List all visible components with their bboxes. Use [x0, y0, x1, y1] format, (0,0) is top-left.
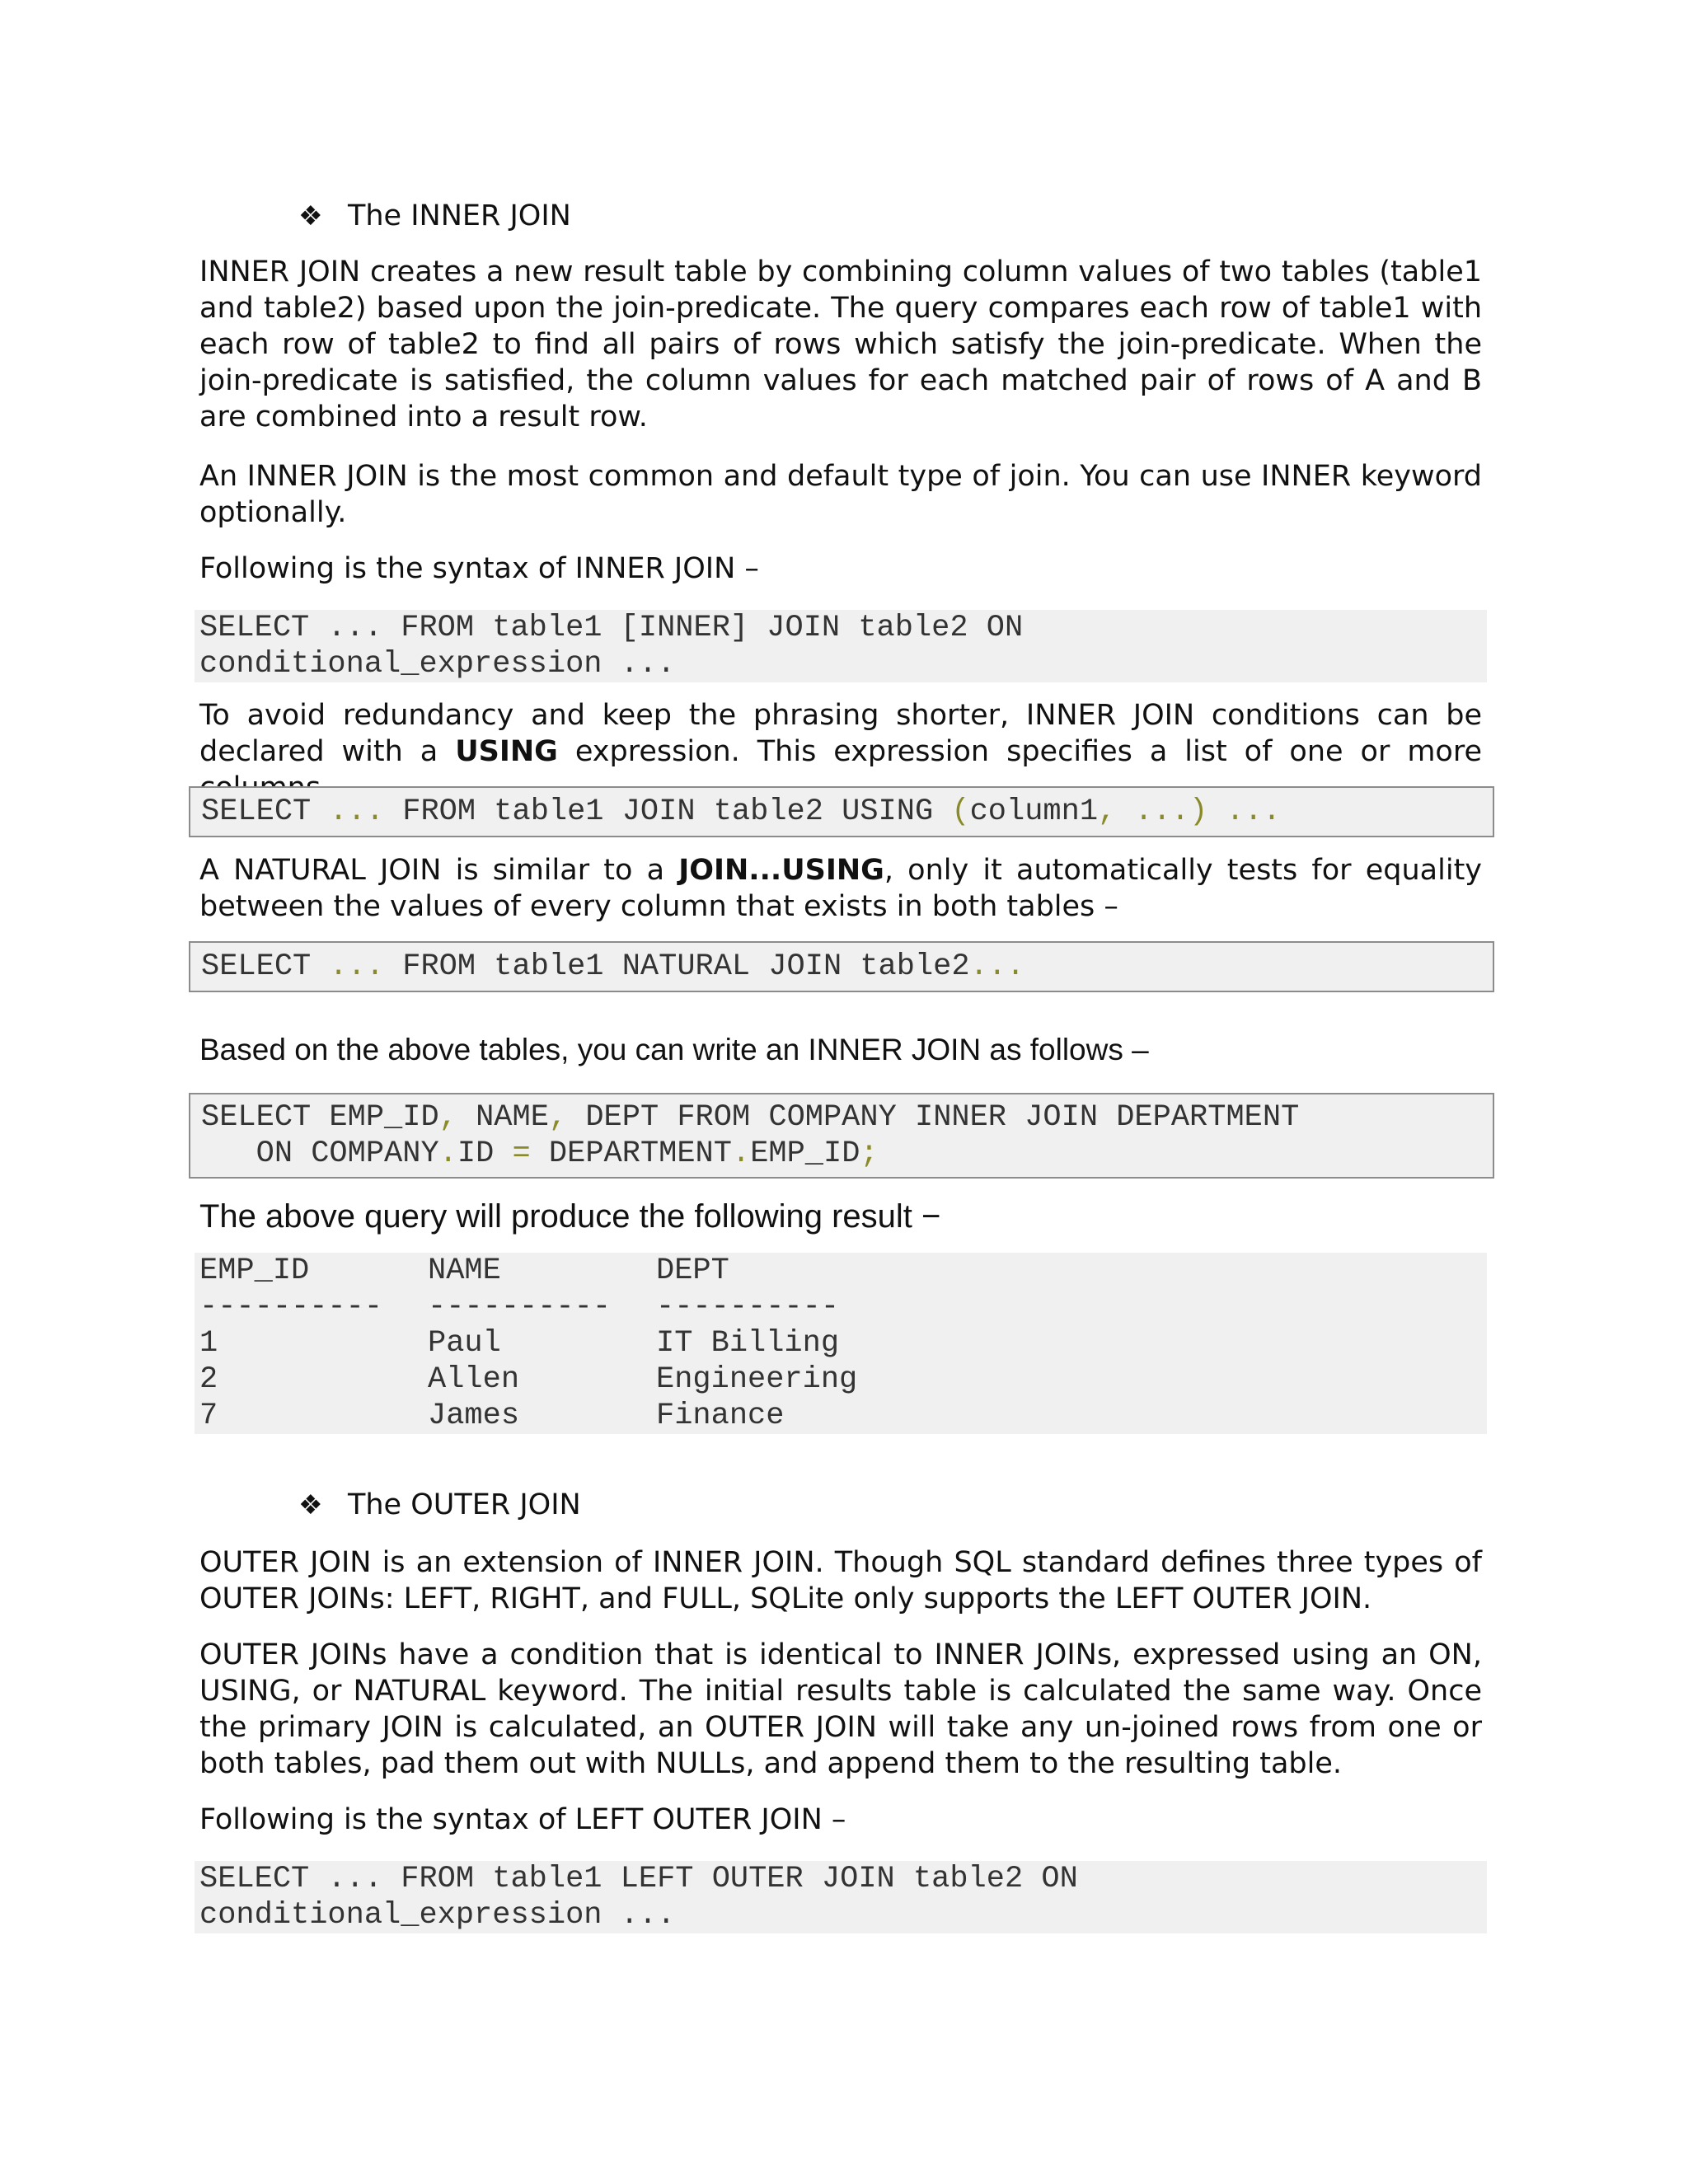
- code-token: EMP_ID: [750, 1137, 860, 1171]
- code-token: ,: [438, 1100, 457, 1135]
- inner-join-paragraph-2: An INNER JOIN is the most common and default type of join. You can use INNER keyword optionally.: [199, 460, 1482, 529]
- using-syntax-code: [189, 786, 1494, 837]
- inner-join-syntax-intro: Following is the syntax of INNER JOIN –: [199, 552, 759, 585]
- table-cell: 1: [199, 1326, 218, 1361]
- code-line: conditional_expression ...: [199, 647, 676, 682]
- code-token: FROM table1 JOIN table2 USING: [384, 794, 952, 829]
- code-line: conditional_expression ...: [199, 1898, 676, 1933]
- separator-cell: ----------: [428, 1290, 612, 1324]
- inner-join-paragraph-1: INNER JOIN creates a new result table by combining column values of two tables (table1 and table2) based upon the join-predicate. The query compares each row of table1 with each row of table2 to find all pairs of rows which satisfy the join-predicate. When the join-predicate is satisfied, the column values for each matched pair of rows of A and B are combined into a result row.: [199, 255, 1482, 434]
- diamond-bullet-icon: ❖: [298, 1488, 323, 1521]
- inner-join-heading-text: The INNER JOIN: [348, 199, 571, 232]
- table-cell: James: [428, 1399, 520, 1433]
- text-span: A NATURAL JOIN is similar to a: [199, 854, 679, 887]
- code-token: ;: [860, 1137, 879, 1171]
- header-cell: NAME: [428, 1254, 501, 1288]
- table-cell: 2: [199, 1362, 218, 1397]
- text-span: expression. This expression specifies a list of one or more: [574, 735, 1482, 768]
- table-row: [195, 1325, 1487, 1361]
- code-token: ,: [548, 1100, 568, 1135]
- outer-join-syntax-intro: Following is the syntax of LEFT OUTER JOIN –: [199, 1803, 846, 1836]
- text-span: To avoid redundancy and keep the phrasing shorter, INNER JOIN conditions can be declared with a: [199, 699, 1482, 768]
- separator-cell: ----------: [656, 1290, 840, 1324]
- code-token: ID: [457, 1137, 513, 1171]
- table-cell: Paul: [428, 1326, 501, 1361]
- outer-join-heading: [298, 1487, 581, 1523]
- table-cell: 7: [199, 1399, 218, 1433]
- separator-cell: ----------: [199, 1290, 383, 1324]
- join-using-keyword: JOIN...USING: [678, 854, 884, 887]
- natural-join-paragraph: [199, 852, 1482, 925]
- code-token: NAME: [457, 1100, 549, 1135]
- code-token: ...: [329, 949, 385, 984]
- code-token: DEPARTMENT: [530, 1137, 732, 1171]
- using-keyword: USING: [455, 735, 558, 768]
- result-intro: The above query will produce the following result −: [199, 1198, 941, 1235]
- code-line: SELECT ... FROM table1 [INNER] JOIN table2 ON: [199, 611, 1024, 645]
- inner-join-heading: [298, 198, 571, 234]
- code-token: SELECT: [201, 794, 330, 829]
- code-token: ...: [969, 949, 1025, 984]
- code-token: SELECT EMP_ID: [201, 1100, 439, 1135]
- code-line: SELECT ... FROM table1 LEFT OUTER JOIN table2 ON: [199, 1862, 1078, 1896]
- code-token: column1: [969, 794, 1099, 829]
- code-token: FROM table1 NATURAL JOIN table2: [384, 949, 970, 984]
- code-token: .: [438, 1137, 457, 1171]
- table-cell: Engineering: [656, 1362, 858, 1397]
- result-header-row: [195, 1253, 1487, 1289]
- text-span: , only it automatically tests for equality between the values of every column that exists in both tables –: [199, 854, 1483, 923]
- inner-join-example-intro: Based on the above tables, you can write an INNER JOIN as follows –: [199, 1033, 1149, 1066]
- header-cell: DEPT: [656, 1254, 729, 1288]
- code-token: DEPT FROM COMPANY INNER JOIN DEPARTMENT: [567, 1100, 1300, 1135]
- outer-join-heading-text: The OUTER JOIN: [348, 1488, 581, 1521]
- result-separator-row: [195, 1289, 1487, 1325]
- header-cell: EMP_ID: [199, 1254, 310, 1288]
- code-token: ...: [329, 794, 385, 829]
- natural-join-syntax-code: [189, 941, 1494, 992]
- document-page: [199, 0, 1482, 2184]
- code-token: SELECT: [201, 949, 330, 984]
- code-token: .: [731, 1137, 751, 1171]
- outer-join-paragraph-1: OUTER JOIN is an extension of INNER JOIN. Though SQL standard defines three types of OUTER JOINs: LEFT, RIGHT, and FULL, SQLite only supports the LEFT OUTER JOIN.: [199, 1546, 1482, 1615]
- code-token: =: [512, 1137, 531, 1171]
- table-cell: IT Billing: [656, 1326, 840, 1361]
- code-token: ...: [1207, 794, 1282, 829]
- table-cell: Allen: [428, 1362, 520, 1397]
- diamond-bullet-icon: ❖: [298, 199, 323, 232]
- outer-join-paragraph-2: OUTER JOINs have a condition that is identical to INNER JOINs, expressed using an ON, USING, or NATURAL keyword. The initial results table is calculated the same way. Once the primary JOIN is calculated, an OUTER JOIN will take any un-joined rows from one or both tables, pad them out with NULLs, and append them to the resulting table.: [199, 1638, 1482, 1780]
- table-row: [195, 1361, 1487, 1398]
- table-row: [195, 1398, 1487, 1434]
- code-token: ON COMPANY: [201, 1137, 439, 1171]
- inner-join-syntax-code: [195, 610, 1487, 682]
- code-token: , ...): [1098, 794, 1208, 829]
- result-table: [195, 1253, 1487, 1434]
- inner-join-example-code: [189, 1093, 1494, 1179]
- table-cell: Finance: [656, 1399, 785, 1433]
- left-outer-join-syntax-code: [195, 1861, 1487, 1933]
- code-token: (: [951, 794, 970, 829]
